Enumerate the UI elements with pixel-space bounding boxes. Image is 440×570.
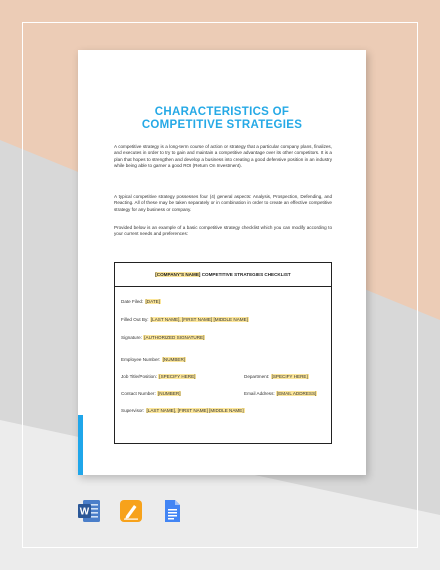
employee-number-label: Employee Number: xyxy=(121,357,161,362)
contact-number-label: Contact Number: xyxy=(121,391,156,396)
document-title xyxy=(78,106,366,131)
contact-number-value: [NUMBER] xyxy=(158,391,181,396)
employee-number-row xyxy=(121,357,186,363)
filled-out-by-row xyxy=(121,317,249,323)
checklist-title: COMPETITIVE STRATEGIES CHECKLIST xyxy=(201,272,291,277)
supervisor-value: [LAST NAME], [FIRST NAME] [MIDDLE NAME] xyxy=(146,408,244,413)
paragraph-aspects: A typical competitive strategy possesses four (4) general aspects: Analysis, Prospection, Defending, and Reacting. All of these may be taken separately or in combination in order to create an effective competitive strategy for any business or company. xyxy=(114,194,332,212)
accent-bar xyxy=(78,415,83,475)
paragraph-intro: A competitive strategy is a long-term course of action or strategy that a particular company plans, finalizes, and executes in order to try to gain and maintain a competitive advantage over its other competitors. It is a plan that hopes to strengthen and develop a business into creating a good defensive position in an industry while being able to garner a good ROI (Return On Investment). xyxy=(114,144,332,169)
job-title-label: Job Title/Position: xyxy=(121,374,158,379)
title-line-1: CHARACTERISTICS OF xyxy=(154,106,290,118)
signature-label: Signature: xyxy=(121,335,142,340)
checklist-table xyxy=(114,262,332,444)
paragraph-provided: Provided below is an example of a basic competitive strategy checklist which you can modify according to your current needs and preferences: xyxy=(114,225,332,237)
employee-number-value: [NUMBER] xyxy=(162,357,186,362)
title-line-2: COMPETITIVE STRATEGIES xyxy=(141,118,303,131)
svg-text:W: W xyxy=(79,506,90,518)
checklist-header xyxy=(115,263,331,287)
job-title-value: [SPECIFY HERE] xyxy=(159,374,196,379)
date-filed-label: Date Filed: xyxy=(121,299,144,304)
date-filed-value: [DATE] xyxy=(145,299,160,304)
department-row xyxy=(244,374,309,380)
document-page xyxy=(78,50,366,475)
supervisor-label: Supervisor: xyxy=(121,408,145,413)
date-filed-row xyxy=(121,299,161,305)
department-label: Department: xyxy=(244,374,270,379)
signature-row xyxy=(121,335,205,341)
contact-number-row xyxy=(121,391,181,397)
company-name-placeholder: [COMPANY'S NAME] xyxy=(155,272,201,277)
signature-value: [AUTHORIZED SIGNATURE] xyxy=(144,335,205,340)
supervisor-row xyxy=(121,408,245,414)
filled-out-by-value: [LAST NAME], [FIRST NAME] [MIDDLE NAME] xyxy=(150,317,248,322)
email-label: Email Address: xyxy=(244,391,275,396)
pages-icon[interactable] xyxy=(119,499,143,523)
department-value: [SPECIFY HERE] xyxy=(271,374,308,379)
job-title-row xyxy=(121,374,196,380)
email-row xyxy=(244,391,317,397)
email-value: [EMAIL ADDRESS] xyxy=(276,391,317,396)
filled-out-by-label: Filled Out By: xyxy=(121,317,149,322)
google-docs-icon[interactable] xyxy=(160,499,184,523)
word-icon[interactable] xyxy=(77,499,101,523)
